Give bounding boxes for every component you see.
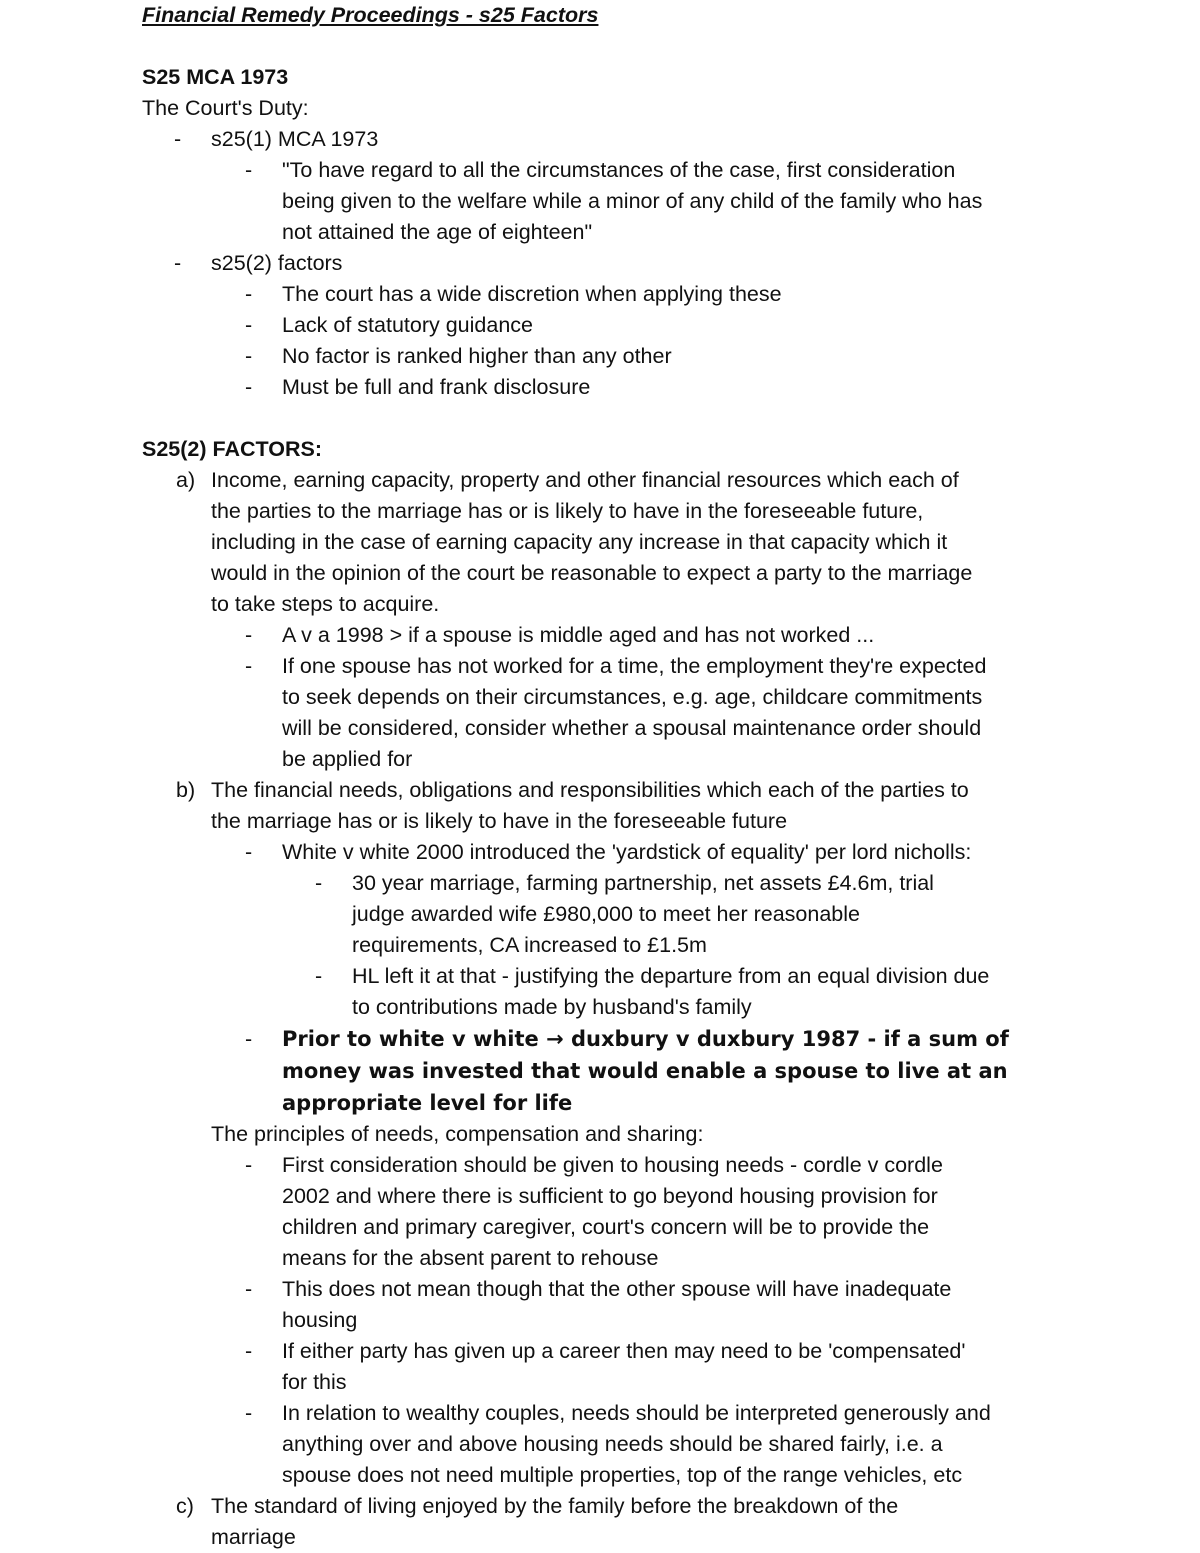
bullet-dash: - <box>245 375 253 399</box>
bullet-dash: - <box>245 1339 253 1363</box>
principle-point: In relation to wealthy couples, needs should be interpreted generously and <box>282 1401 991 1425</box>
factor-a-line: Income, earning capacity, property and other financial resources which each of <box>211 468 959 492</box>
white-subpoint: requirements, CA increased to £1.5m <box>352 933 707 957</box>
principle-point: means for the absent parent to rehouse <box>282 1246 659 1270</box>
bullet-dash: - <box>245 158 253 182</box>
section-heading-s25: S25 MCA 1973 <box>142 65 289 89</box>
section-heading-factors: S25(2) FACTORS: <box>142 437 322 461</box>
factor-a-point: to seek depends on their circumstances, e.g. age, childcare commitments <box>282 685 983 709</box>
factor-b-line: the marriage has or is likely to have in the foreseeable future <box>211 809 788 833</box>
duxbury-point: appropriate level for life <box>282 1091 573 1115</box>
principle-point: housing <box>282 1308 358 1332</box>
bullet-dash: - <box>245 654 253 678</box>
factor-a-point: A v a 1998 > if a spouse is middle aged and has not worked ... <box>282 623 875 647</box>
factor-a-line: to take steps to acquire. <box>211 592 440 616</box>
white-subpoint: judge awarded wife £980,000 to meet her reasonable <box>352 902 860 926</box>
white-subpoint: 30 year marriage, farming partnership, net assets £4.6m, trial <box>352 871 934 895</box>
factor-a-line: would in the opinion of the court be reasonable to expect a party to the marriage <box>211 561 973 585</box>
bullet-dash: - <box>245 282 253 306</box>
s25-1-quote-line: not attained the age of eighteen" <box>282 220 593 244</box>
factor-a-point: If one spouse has not worked for a time, the employment they're expected <box>282 654 987 678</box>
factor-a-point: be applied for <box>282 747 413 771</box>
bullet-dash: - <box>245 623 253 647</box>
bullet-dash: - <box>245 1153 253 1177</box>
factor-b-line: The financial needs, obligations and responsibilities which each of the parties to <box>211 778 969 802</box>
principle-point: spouse does not need multiple properties, top of the range vehicles, etc <box>282 1463 963 1487</box>
factor-c-line: The standard of living enjoyed by the family before the breakdown of the <box>211 1494 899 1518</box>
bullet-dash: - <box>315 871 323 895</box>
s25-1-quote-line: being given to the welfare while a minor of any child of the family who has <box>282 189 983 213</box>
s25-2-point: Lack of statutory guidance <box>282 313 533 337</box>
principle-point: for this <box>282 1370 347 1394</box>
factor-a-point: will be considered, consider whether a spousal maintenance order should <box>282 716 982 740</box>
principle-point: 2002 and where there is sufficient to go beyond housing provision for <box>282 1184 938 1208</box>
s25-2-point: No factor is ranked higher than any other <box>282 344 672 368</box>
factor-c-marker: c) <box>176 1494 194 1518</box>
duxbury-point: Prior to white v white → duxbury v duxbury 1987 - if a sum of <box>282 1027 1009 1051</box>
s25-1-quote-line: "To have regard to all the circumstances of the case, first consideration <box>282 158 956 182</box>
white-subpoint: to contributions made by husband's family <box>352 995 752 1019</box>
principle-point: anything over and above housing needs should be shared fairly, i.e. a <box>282 1432 943 1456</box>
factor-a-line: the parties to the marriage has or is likely to have in the foreseeable future, <box>211 499 924 523</box>
bullet-dash: - <box>315 964 323 988</box>
duxbury-point: money was invested that would enable a spouse to live at an <box>282 1059 1008 1083</box>
s25-2-label: s25(2) factors <box>211 251 343 275</box>
principle-point: This does not mean though that the other spouse will have inadequate <box>282 1277 952 1301</box>
principle-point: children and primary caregiver, court's concern will be to provide the <box>282 1215 930 1239</box>
bullet-dash: - <box>245 1401 253 1425</box>
factor-a-line: including in the case of earning capacity any increase in that capacity which it <box>211 530 948 554</box>
s25-2-point: Must be full and frank disclosure <box>282 375 591 399</box>
principle-point: First consideration should be given to housing needs - cordle v cordle <box>282 1153 943 1177</box>
white-v-white-point: White v white 2000 introduced the 'yardstick of equality' per lord nicholls: <box>282 840 972 864</box>
s25-1-label: s25(1) MCA 1973 <box>211 127 379 151</box>
bullet-dash: - <box>245 344 253 368</box>
bullet-dash: - <box>174 127 182 151</box>
bullet-dash: - <box>245 1027 253 1051</box>
white-subpoint: HL left it at that - justifying the departure from an equal division due <box>352 964 990 988</box>
bullet-dash: - <box>245 313 253 337</box>
bullet-dash: - <box>245 840 253 864</box>
factor-b-marker: b) <box>176 778 196 802</box>
factor-c-line: marriage <box>211 1525 296 1549</box>
bullet-dash: - <box>174 251 182 275</box>
bullet-dash: - <box>245 1277 253 1301</box>
principle-point: If either party has given up a career then may need to be 'compensated' <box>282 1339 966 1363</box>
s25-2-point: The court has a wide discretion when applying these <box>282 282 782 306</box>
factor-a-marker: a) <box>176 468 196 492</box>
principles-intro: The principles of needs, compensation and sharing: <box>211 1122 704 1146</box>
document-title: Financial Remedy Proceedings - s25 Factors <box>142 3 599 27</box>
courts-duty-label: The Court's Duty: <box>142 96 309 120</box>
